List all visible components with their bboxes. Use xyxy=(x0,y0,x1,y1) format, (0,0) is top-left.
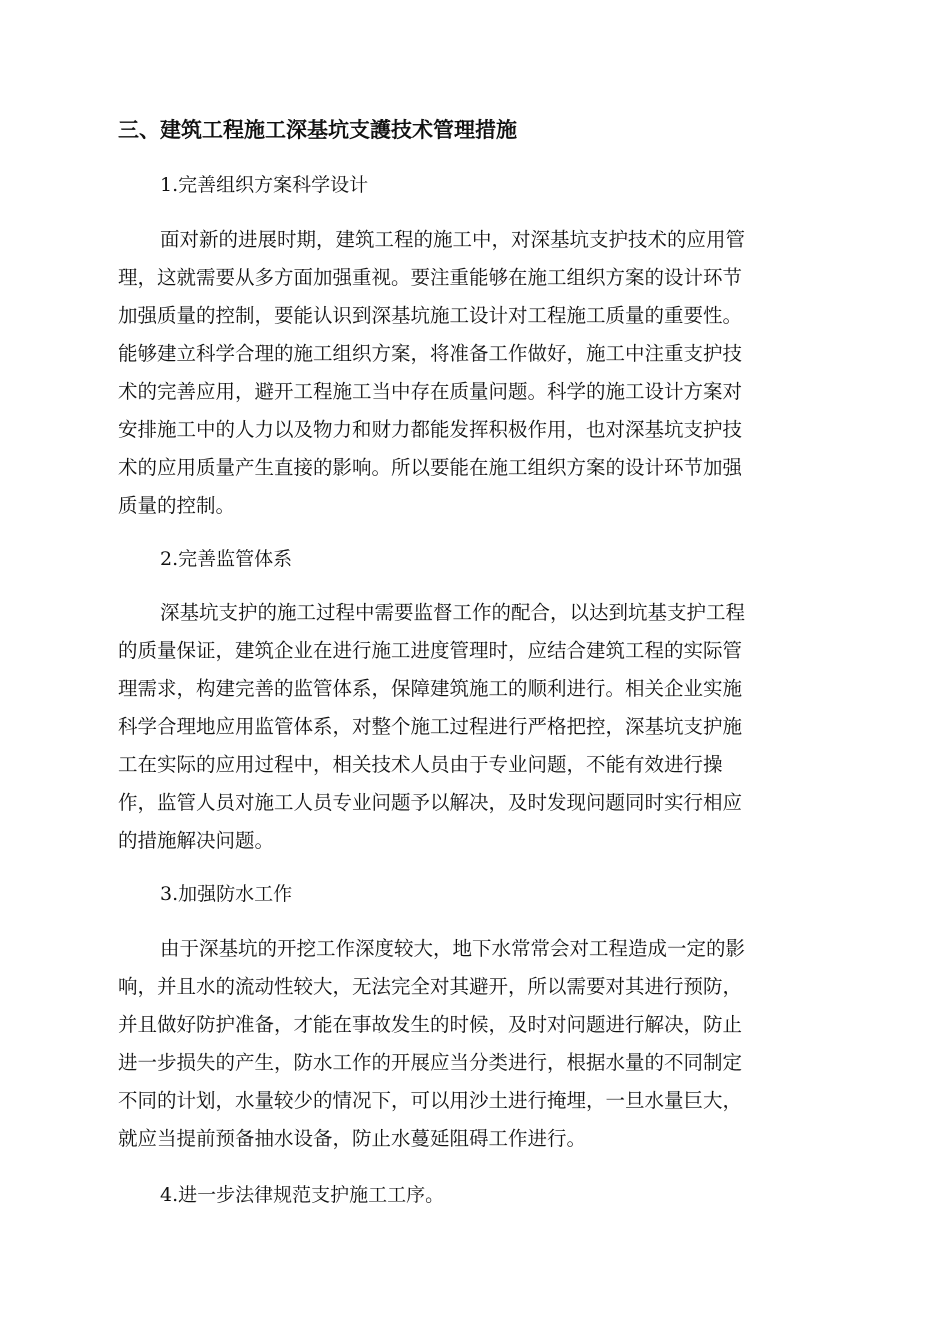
paragraph-line: 理，这就需要从多方面加强重视。要注重能够在施工组织方案的设计环节 xyxy=(118,266,743,289)
subsection-title-1: 1.完善组织方案科学设计 xyxy=(160,174,369,196)
paragraph-line: 能够建立科学合理的施工组织方案，将准备工作做好，施工中注重支护技 xyxy=(118,342,743,365)
paragraph-1 xyxy=(118,221,834,525)
paragraph-line: 响，并且水的流动性较大，无法完全对其避开，所以需要对其进行预防， xyxy=(118,975,743,998)
paragraph-line: 由于深基坑的开挖工作深度较大，地下水常常会对工程造成一定的影 xyxy=(160,937,746,960)
paragraph-line: 理需求，构建完善的监管体系，保障建筑施工的顺利进行。相关企业实施 xyxy=(118,677,743,700)
paragraph-line: 的措施解决问题。 xyxy=(118,829,275,852)
paragraph-line: 安排施工中的人力以及物力和财力都能发挥积极作用，也对深基坑支护技 xyxy=(118,418,743,441)
subsection-title-3: 3.加强防水工作 xyxy=(160,883,293,905)
paragraph-line: 深基坑支护的施工过程中需要监督工作的配合，以达到坑基支护工程 xyxy=(160,601,746,624)
paragraph-line: 工在实际的应用过程中，相关技术人员由于专业问题，不能有效进行操 xyxy=(118,753,723,776)
paragraph-line: 质量的控制。 xyxy=(118,494,236,517)
paragraph-line: 术的应用质量产生直接的影响。所以要能在施工组织方案的设计环节加强 xyxy=(118,456,743,479)
paragraph-line: 加强质量的控制，要能认识到深基坑施工设计对工程施工质量的重要性。 xyxy=(118,304,743,327)
subsection-title-4: 4.进一步法律规范支护施工工序。 xyxy=(160,1184,445,1206)
paragraph-line: 科学合理地应用监管体系，对整个施工过程进行严格把控，深基坑支护施 xyxy=(118,715,743,738)
subsection-title-2: 2.完善监管体系 xyxy=(160,548,293,570)
paragraph-line: 就应当提前预备抽水设备，防止水蔓延阻碍工作进行。 xyxy=(118,1127,587,1150)
paragraph-3 xyxy=(118,930,834,1158)
paragraph-line: 面对新的进展时期，建筑工程的施工中，对深基坑支护技术的应用管 xyxy=(160,228,746,251)
paragraph-line: 不同的计划，水量较少的情况下，可以用沙土进行掩埋，一旦水量巨大， xyxy=(118,1089,743,1112)
paragraph-line: 并且做好防护准备，才能在事故发生的时候，及时对问题进行解决，防止 xyxy=(118,1013,743,1036)
paragraph-line: 进一步损失的产生，防水工作的开展应当分类进行，根据水量的不同制定 xyxy=(118,1051,743,1074)
paragraph-line: 的质量保证，建筑企业在进行施工进度管理时，应结合建筑工程的实际管 xyxy=(118,639,743,662)
paragraph-line: 术的完善应用，避开工程施工当中存在质量问题。科学的施工设计方案对 xyxy=(118,380,743,403)
paragraph-line: 作，监管人员对施工人员专业问题予以解决，及时发现问题同时实行相应 xyxy=(118,791,743,814)
paragraph-2 xyxy=(118,594,834,860)
section-heading: 三、建筑工程施工深基坑支護技术管理措施 xyxy=(118,117,517,142)
